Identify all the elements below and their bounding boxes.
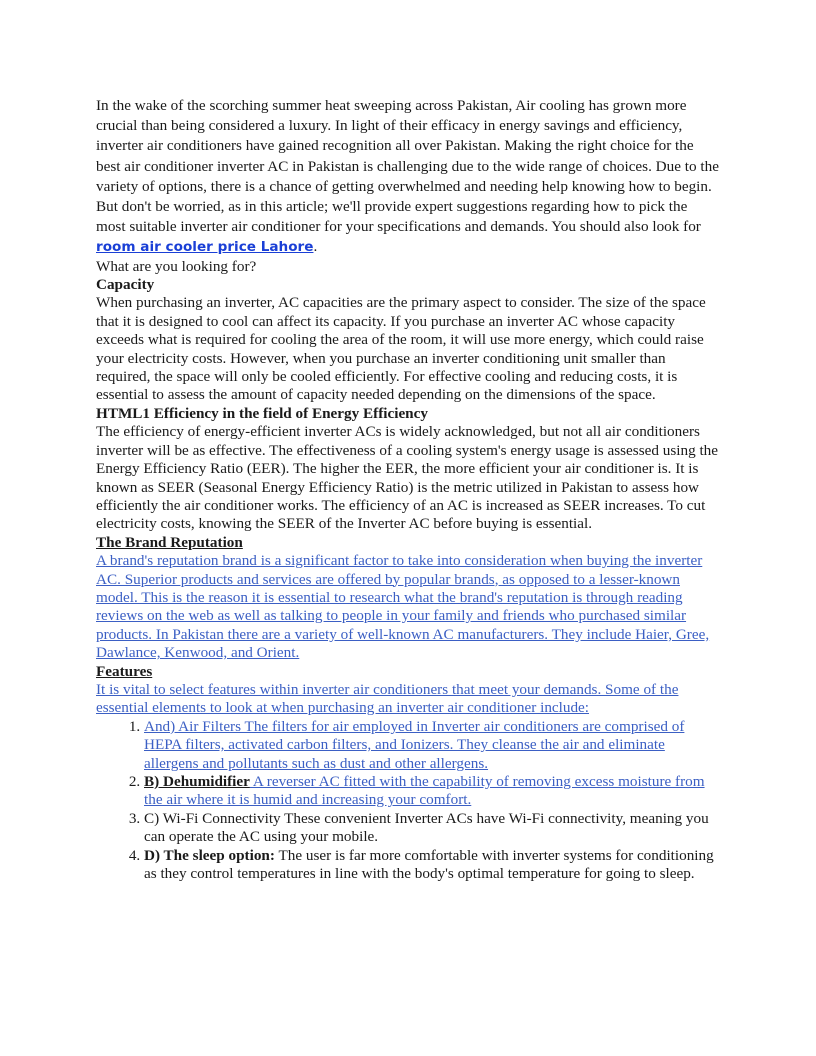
brand-heading: The Brand Reputation: [96, 533, 243, 551]
intro-text: In the wake of the scorching summer heat sweeping across Pakistan, Air cooling has grown more crucial than being considered a luxury. In light of their efficacy in energy savings and efficiency, inverter air conditioners have gained recognition all over Pakistan. Making the right choice for the best air conditioner inverter AC in Pakistan is challenging due to the wide range of choices. Due to the variety of options, there is a chance of getting overwhelmed and needing help knowing how to begin. But don't be worried, as in this article; we'll provide expert suggestions regarding how to pick the most suitable inverter air conditioner for your specifications and demands. You should also look for: [96, 97, 719, 236]
brand-paragraph-link[interactable]: A brand's reputation brand is a significant factor to take into consideration when buying the inverter AC. Superior products and services are offered by popular brands, as opposed to a lesser-known model. This is the reason it is essential to research what the brand's reputation is through reading reviews on the web as well as talking to people in your family and friends who purchased similar products. In Pakistan there are a variety of well-known AC manufacturers. They include Haier, Gree, Dawlance, Kenwood, and Orient.: [96, 552, 710, 662]
list-item: [144, 810, 720, 847]
features-list: [96, 718, 720, 884]
sleep-option-label: D) The sleep option:: [144, 846, 275, 864]
intro-paragraph: [96, 96, 720, 258]
air-filters-link[interactable]: And) Air Filters The filters for air employed in Inverter air conditioners are comprised of HEPA filters, activated carbon filters, and Ionizers. They cleanse the air and eliminate allergens and pollutants such as dust and other allergens.: [144, 717, 685, 772]
capacity-heading: Capacity: [96, 276, 155, 294]
features-heading: Features: [96, 662, 153, 680]
document-page: [96, 96, 720, 883]
room-air-cooler-link[interactable]: room air cooler price Lahore: [96, 239, 314, 256]
capacity-paragraph: When purchasing an inverter, AC capacities are the primary aspect to consider. The size of the space that it is designed to cool can affect its capacity. If you purchase an inverter AC whose capacity exceeds what is required for cooling the area of the room, it will use more energy, which could raise your electricity costs. However, when you purchase an inverter conditioning unit smaller than required, the space will only be cooled efficiently. For effective cooling and reducing costs, it is essential to assess the amount of capacity needed depending on the dimensions of the space.: [96, 294, 706, 404]
intro-end: .: [313, 238, 318, 256]
features-paragraph-link[interactable]: It is vital to select features within inverter air conditioners that meet your demands. Some of the essential elements to look at when purchasing an inverter air conditioner include:: [96, 680, 679, 717]
sleep-option-text: The user is far more comfortable with inverter systems for conditioning as they control temperatures in line with the body's optimal temperature for going to sleep.: [144, 846, 714, 883]
list-item: [144, 718, 720, 773]
dehumidifier-link[interactable]: A reverser AC fitted with the capability of removing excess moisture from the air where it is humid and increasing your comfort.: [144, 773, 705, 809]
list-item: [144, 773, 720, 810]
wifi-text: C) Wi-Fi Connectivity These convenient Inverter ACs have Wi-Fi connectivity, meaning you can operate the AC using your mobile.: [144, 809, 709, 846]
question-line: What are you looking for?: [96, 257, 257, 275]
efficiency-paragraph: The efficiency of energy-efficient inverter ACs is widely acknowledged, but not all air conditioners inverter will be as effective. The effectiveness of a cooling system's energy usage is assessed using the Energy Efficiency Ratio (EER). The higher the EER, the more efficient your air conditioner is. It is known as SEER (Seasonal Energy Efficiency Ratio) is the metric utilized in Pakistan to assess how efficiently the air conditioner works. The efficiency of an AC is increased as SEER increases. To cut electricity costs, knowing the SEER of the Inverter AC before buying is essential.: [96, 423, 719, 533]
list-item: [144, 847, 720, 884]
efficiency-heading: HTML1 Efficiency in the field of Energy Efficiency: [96, 404, 428, 422]
dehumidifier-label: B) Dehumidifier: [144, 773, 250, 790]
